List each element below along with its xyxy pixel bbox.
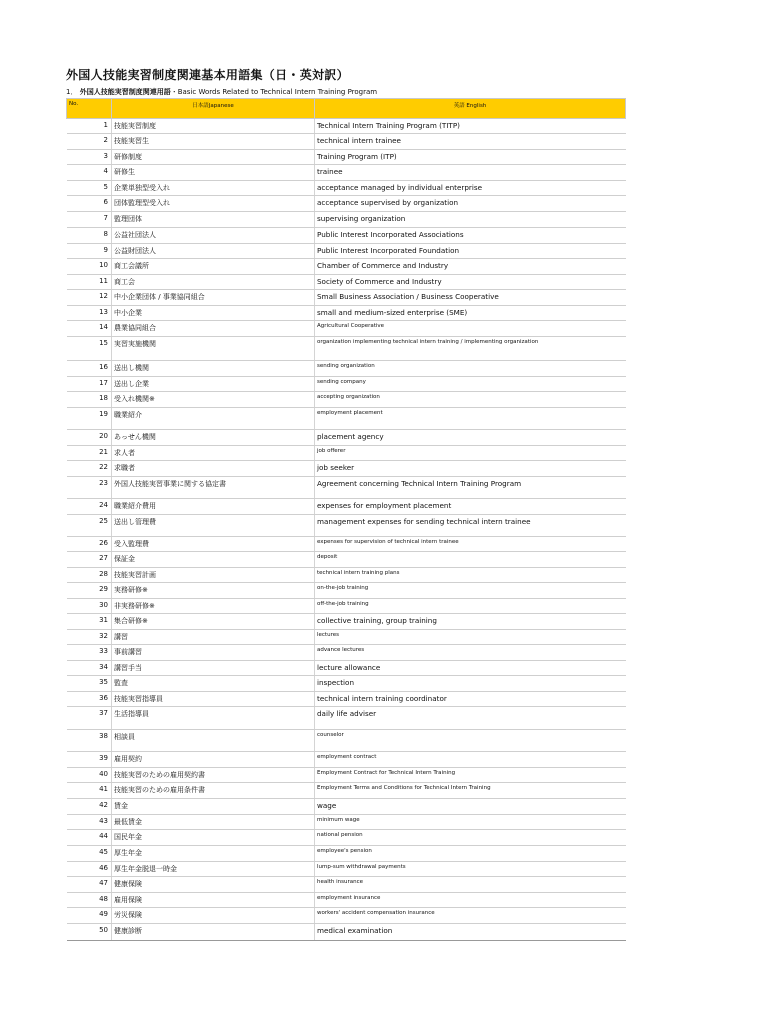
table-row xyxy=(67,908,626,924)
term-number: 22 xyxy=(67,461,112,477)
term-english: employment placement xyxy=(315,408,626,430)
term-number: 30 xyxy=(67,599,112,614)
table-row xyxy=(67,337,626,361)
term-japanese: 健康保険 xyxy=(112,877,315,893)
term-number: 15 xyxy=(67,337,112,361)
table-row xyxy=(67,196,626,212)
glossary-table-body xyxy=(67,119,626,941)
term-japanese: 最低賃金 xyxy=(112,815,315,830)
term-japanese: 監査 xyxy=(112,676,315,692)
table-row xyxy=(67,893,626,908)
term-japanese: 実務研修※ xyxy=(112,583,315,599)
term-japanese: 健康診断 xyxy=(112,924,315,941)
term-english: job offerer xyxy=(315,446,626,461)
term-english: expenses for supervision of technical intern trainee xyxy=(315,537,626,552)
term-english: organization implementing technical intern training / implementing organization xyxy=(315,337,626,361)
term-english: national pension xyxy=(315,830,626,846)
table-row xyxy=(67,630,626,645)
term-english: employment contract xyxy=(315,752,626,768)
term-number: 20 xyxy=(67,430,112,446)
term-japanese: 公益社団法人 xyxy=(112,228,315,244)
term-english: employment insurance xyxy=(315,893,626,908)
section-heading xyxy=(66,87,377,97)
table-row xyxy=(67,862,626,877)
term-english: Employment Contract for Technical Intern Training xyxy=(315,768,626,783)
header-no: No. xyxy=(67,99,112,119)
term-japanese: 受入監理費 xyxy=(112,537,315,552)
term-japanese: 技能実習生 xyxy=(112,134,315,150)
header-row xyxy=(67,99,626,119)
table-row xyxy=(67,499,626,515)
table-row xyxy=(67,877,626,893)
term-number: 47 xyxy=(67,877,112,893)
term-number: 32 xyxy=(67,630,112,645)
term-japanese: 講習 xyxy=(112,630,315,645)
term-english: inspection xyxy=(315,676,626,692)
table-row xyxy=(67,228,626,244)
table-row xyxy=(67,752,626,768)
header-japanese: 日本語Japanese xyxy=(112,99,315,119)
term-japanese: 送出し企業 xyxy=(112,377,315,392)
table-row xyxy=(67,446,626,461)
term-japanese: 求人者 xyxy=(112,446,315,461)
term-number: 25 xyxy=(67,515,112,537)
term-number: 38 xyxy=(67,730,112,752)
term-english: acceptance supervised by organization xyxy=(315,196,626,212)
term-number: 12 xyxy=(67,290,112,306)
term-english: Technical Intern Training Program (TITP) xyxy=(315,119,626,134)
term-japanese: 商工会 xyxy=(112,275,315,290)
term-english: daily life adviser xyxy=(315,707,626,730)
term-english: acceptance managed by individual enterprise xyxy=(315,181,626,196)
header-english: 英語 English xyxy=(315,99,626,119)
term-japanese: 受入れ機関※ xyxy=(112,392,315,408)
table-row xyxy=(67,676,626,692)
term-number: 26 xyxy=(67,537,112,552)
table-row xyxy=(67,477,626,499)
term-number: 49 xyxy=(67,908,112,924)
term-number: 29 xyxy=(67,583,112,599)
term-english: health insurance xyxy=(315,877,626,893)
term-japanese: 事前講習 xyxy=(112,645,315,661)
term-japanese: 送出し管理費 xyxy=(112,515,315,537)
table-row xyxy=(67,181,626,196)
term-japanese: 国民年金 xyxy=(112,830,315,846)
table-row xyxy=(67,119,626,134)
term-english: Chamber of Commerce and Industry xyxy=(315,259,626,275)
term-number: 13 xyxy=(67,306,112,321)
term-english: off-the-job training xyxy=(315,599,626,614)
term-english: accepting organization xyxy=(315,392,626,408)
term-english: Small Business Association / Business Cooperative xyxy=(315,290,626,306)
term-number: 35 xyxy=(67,676,112,692)
term-number: 24 xyxy=(67,499,112,515)
term-english: lump-sum withdrawal payments xyxy=(315,862,626,877)
table-row xyxy=(67,150,626,165)
term-english: Society of Commerce and Industry xyxy=(315,275,626,290)
term-number: 17 xyxy=(67,377,112,392)
term-number: 14 xyxy=(67,321,112,337)
table-row xyxy=(67,552,626,568)
term-number: 18 xyxy=(67,392,112,408)
term-japanese: 生活指導員 xyxy=(112,707,315,730)
term-japanese: 労災保険 xyxy=(112,908,315,924)
term-english: supervising organization xyxy=(315,212,626,228)
term-number: 8 xyxy=(67,228,112,244)
table-row xyxy=(67,134,626,150)
term-number: 6 xyxy=(67,196,112,212)
term-english: technical intern training plans xyxy=(315,568,626,583)
term-number: 44 xyxy=(67,830,112,846)
term-japanese: 講習手当 xyxy=(112,661,315,676)
term-english: on-the-job training xyxy=(315,583,626,599)
term-number: 7 xyxy=(67,212,112,228)
term-japanese: 雇用保険 xyxy=(112,893,315,908)
term-number: 23 xyxy=(67,477,112,499)
table-row xyxy=(67,212,626,228)
term-number: 11 xyxy=(67,275,112,290)
term-number: 1 xyxy=(67,119,112,134)
table-row xyxy=(67,537,626,552)
term-number: 39 xyxy=(67,752,112,768)
term-japanese: 実習実施機関 xyxy=(112,337,315,361)
table-row xyxy=(67,321,626,337)
term-english: small and medium-sized enterprise (SME) xyxy=(315,306,626,321)
table-row xyxy=(67,165,626,181)
term-japanese: 賃金 xyxy=(112,799,315,815)
table-row xyxy=(67,799,626,815)
term-japanese: 相談員 xyxy=(112,730,315,752)
table-row xyxy=(67,846,626,862)
term-japanese: 公益財団法人 xyxy=(112,244,315,259)
term-japanese: 外国人技能実習事業に関する協定書 xyxy=(112,477,315,499)
term-japanese: 監理団体 xyxy=(112,212,315,228)
table-row xyxy=(67,661,626,676)
term-english: medical examination xyxy=(315,924,626,941)
term-japanese: 集合研修※ xyxy=(112,614,315,630)
term-number: 41 xyxy=(67,783,112,799)
term-japanese: 技能実習のための雇用契約書 xyxy=(112,768,315,783)
term-english: job seeker xyxy=(315,461,626,477)
term-english: technical intern training coordinator xyxy=(315,692,626,707)
term-japanese: 技能実習制度 xyxy=(112,119,315,134)
term-japanese: 送出し機関 xyxy=(112,361,315,377)
table-row xyxy=(67,924,626,941)
glossary-table xyxy=(66,98,626,941)
term-number: 31 xyxy=(67,614,112,630)
term-japanese: 商工会議所 xyxy=(112,259,315,275)
term-english: workers' accident compensation insurance xyxy=(315,908,626,924)
table-row xyxy=(67,783,626,799)
term-number: 28 xyxy=(67,568,112,583)
term-number: 33 xyxy=(67,645,112,661)
glossary-table-header xyxy=(67,99,626,119)
term-number: 45 xyxy=(67,846,112,862)
term-english: technical intern trainee xyxy=(315,134,626,150)
term-english: Public Interest Incorporated Associations xyxy=(315,228,626,244)
term-english: Employment Terms and Conditions for Technical Intern Training xyxy=(315,783,626,799)
table-row xyxy=(67,614,626,630)
term-japanese: 技能実習のための雇用条件書 xyxy=(112,783,315,799)
term-english: sending organization xyxy=(315,361,626,377)
section-number: 1． xyxy=(66,88,78,96)
term-japanese: 非実務研修※ xyxy=(112,599,315,614)
term-english: minimum wage xyxy=(315,815,626,830)
table-row xyxy=(67,408,626,430)
term-number: 46 xyxy=(67,862,112,877)
term-japanese: 技能実習計画 xyxy=(112,568,315,583)
term-japanese: 研修生 xyxy=(112,165,315,181)
table-row xyxy=(67,290,626,306)
table-row xyxy=(67,692,626,707)
term-number: 27 xyxy=(67,552,112,568)
term-japanese: 技能実習指導員 xyxy=(112,692,315,707)
table-row xyxy=(67,461,626,477)
term-english: wage xyxy=(315,799,626,815)
table-row xyxy=(67,815,626,830)
term-number: 4 xyxy=(67,165,112,181)
term-english: expenses for employment placement xyxy=(315,499,626,515)
term-english: Training Program (ITP) xyxy=(315,150,626,165)
term-number: 48 xyxy=(67,893,112,908)
term-english: Agricultural Cooperative xyxy=(315,321,626,337)
term-english: advance lectures xyxy=(315,645,626,661)
table-row xyxy=(67,430,626,446)
term-number: 21 xyxy=(67,446,112,461)
term-english: lectures xyxy=(315,630,626,645)
term-japanese: 農業協同組合 xyxy=(112,321,315,337)
term-number: 10 xyxy=(67,259,112,275)
table-row xyxy=(67,768,626,783)
section-title-ja: 外国人技能実習制度関連用語 xyxy=(79,88,171,96)
term-english: placement agency xyxy=(315,430,626,446)
term-japanese: 職業紹介費用 xyxy=(112,499,315,515)
table-row xyxy=(67,599,626,614)
table-row xyxy=(67,568,626,583)
term-number: 19 xyxy=(67,408,112,430)
term-japanese: 求職者 xyxy=(112,461,315,477)
term-japanese: 厚生年金 xyxy=(112,846,315,862)
term-japanese: 研修制度 xyxy=(112,150,315,165)
table-row xyxy=(67,244,626,259)
term-number: 43 xyxy=(67,815,112,830)
term-english: Public Interest Incorporated Foundation xyxy=(315,244,626,259)
term-english: collective training, group training xyxy=(315,614,626,630)
term-japanese: 企業単独型受入れ xyxy=(112,181,315,196)
term-english: management expenses for sending technical intern trainee xyxy=(315,515,626,537)
term-english: lecture allowance xyxy=(315,661,626,676)
term-english: deposit xyxy=(315,552,626,568)
table-row xyxy=(67,830,626,846)
term-english: Agreement concerning Technical Intern Training Program xyxy=(315,477,626,499)
table-row xyxy=(67,583,626,599)
term-english: trainee xyxy=(315,165,626,181)
term-japanese: 保証金 xyxy=(112,552,315,568)
table-row xyxy=(67,259,626,275)
table-row xyxy=(67,306,626,321)
term-japanese: 中小企業 xyxy=(112,306,315,321)
term-japanese: あっせん機関 xyxy=(112,430,315,446)
term-japanese: 厚生年金脱退一時金 xyxy=(112,862,315,877)
table-row xyxy=(67,515,626,537)
section-title-en: ・Basic Words Related to Technical Intern Training Program xyxy=(170,88,378,96)
term-number: 37 xyxy=(67,707,112,730)
term-japanese: 職業紹介 xyxy=(112,408,315,430)
term-number: 34 xyxy=(67,661,112,676)
page-title: 外国人技能実習制度関連基本用語集（日・英対訳） xyxy=(66,68,349,82)
term-english: employee's pension xyxy=(315,846,626,862)
table-row xyxy=(67,392,626,408)
table-row xyxy=(67,645,626,661)
term-english: sending company xyxy=(315,377,626,392)
term-number: 5 xyxy=(67,181,112,196)
term-number: 3 xyxy=(67,150,112,165)
term-number: 36 xyxy=(67,692,112,707)
term-japanese: 団体監理型受入れ xyxy=(112,196,315,212)
term-japanese: 中小企業団体 / 事業協同組合 xyxy=(112,290,315,306)
term-number: 2 xyxy=(67,134,112,150)
term-number: 9 xyxy=(67,244,112,259)
term-english: counselor xyxy=(315,730,626,752)
table-row xyxy=(67,730,626,752)
term-number: 42 xyxy=(67,799,112,815)
table-row xyxy=(67,275,626,290)
term-number: 40 xyxy=(67,768,112,783)
table-row xyxy=(67,377,626,392)
table-row xyxy=(67,361,626,377)
table-row xyxy=(67,707,626,730)
term-number: 16 xyxy=(67,361,112,377)
term-japanese: 雇用契約 xyxy=(112,752,315,768)
term-number: 50 xyxy=(67,924,112,941)
